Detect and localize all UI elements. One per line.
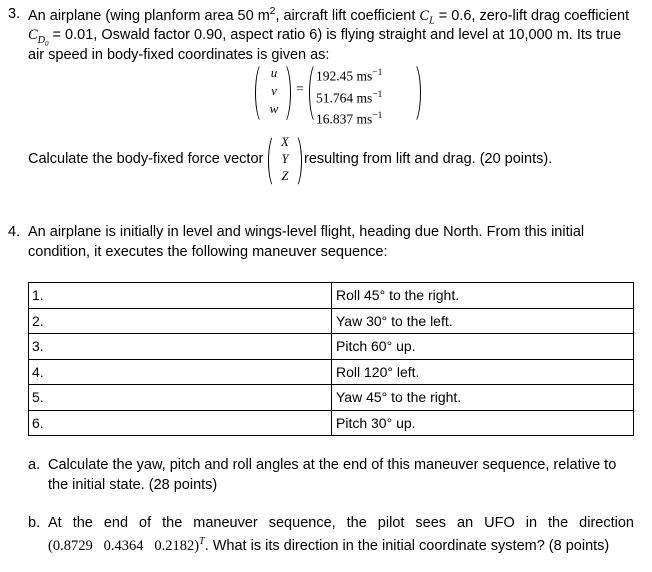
step-number: 2. bbox=[29, 308, 332, 334]
q3-calculate-after: resulting from lift and drag. (20 points). bbox=[304, 151, 553, 167]
table-row bbox=[29, 334, 634, 360]
q4-line2: condition, it executes the following maneuver sequence: bbox=[28, 244, 388, 260]
q3-line1-a: An airplane (wing planform area 50 m bbox=[28, 7, 270, 24]
step-number: 3. bbox=[29, 334, 332, 360]
force-y: Y bbox=[281, 152, 289, 166]
cd-subscript: D0 bbox=[37, 34, 49, 48]
q3-line1-b: , aircraft lift coefficient bbox=[275, 7, 420, 24]
q3-line2 bbox=[28, 27, 621, 48]
table-row bbox=[29, 359, 634, 385]
vector-v: v bbox=[271, 83, 277, 98]
part-a-line2: the initial state. (28 points) bbox=[48, 477, 218, 493]
transpose-symbol: T bbox=[199, 536, 205, 547]
ufo-direction-vector: (0.8729 0.4364 0.2182) bbox=[48, 537, 200, 554]
q3-line1 bbox=[28, 6, 629, 27]
equals-sign: = bbox=[296, 82, 304, 97]
velocity-vector-equation bbox=[255, 60, 425, 126]
step-action: Pitch 60° up. bbox=[332, 334, 634, 360]
part-b-label: b. bbox=[28, 515, 41, 531]
part-a-label: a. bbox=[28, 457, 41, 473]
force-x: X bbox=[281, 135, 289, 149]
part-a-line1: Calculate the yaw, pitch and roll angles at the end of this maneuver sequence, relative to bbox=[48, 457, 617, 473]
part-b-line2 bbox=[48, 536, 609, 555]
step-action: Pitch 30° up. bbox=[332, 410, 634, 436]
q3-line1-c: = 0.6, zero-lift drag coefficient bbox=[434, 7, 630, 24]
q4-number: 4. bbox=[8, 224, 21, 240]
step-action: Roll 45° to the right. bbox=[332, 283, 634, 309]
step-number: 4. bbox=[29, 359, 332, 385]
q3-line3: air speed in body-fixed coordinates is given as: bbox=[28, 47, 330, 63]
vector-value-3: 16.837 $ms^{-1}$ bbox=[316, 111, 383, 127]
q4-line1: An airplane is initially in level and wings-level flight, heading due North. From this initial bbox=[28, 224, 585, 240]
step-number: 1. bbox=[29, 283, 332, 309]
cd-symbol: C bbox=[28, 27, 38, 43]
table-row bbox=[29, 283, 634, 309]
cl-subscript: L bbox=[429, 15, 435, 27]
table-row bbox=[29, 308, 634, 334]
step-number: 6. bbox=[29, 410, 332, 436]
vector-value-1: 192.45 $ms^{-1}$ bbox=[316, 68, 383, 84]
force-vector bbox=[268, 133, 302, 187]
table-row bbox=[29, 385, 634, 411]
maneuver-table bbox=[28, 282, 634, 436]
q3-calculate-before: Calculate the body-fixed force vector bbox=[28, 151, 264, 167]
vector-value-2: 51.764 $ms^{-1}$ bbox=[316, 89, 383, 105]
step-action: Roll 120° left. bbox=[332, 359, 634, 385]
step-action: Yaw 30° to the left. bbox=[332, 308, 634, 334]
q3-line2-rest: = 0.01, Oswald factor 0.90, aspect ratio 6) is flying straight and level at 10,000 m. Its true bbox=[48, 27, 622, 43]
vector-u: u bbox=[270, 65, 278, 80]
cl-symbol: C bbox=[419, 7, 430, 24]
table-row bbox=[29, 410, 634, 436]
q3-number: 3. bbox=[8, 6, 21, 22]
step-action: Yaw 45° to the right. bbox=[332, 385, 634, 411]
part-b-line2-rest: . What is its direction in the initial coordinate system? (8 points) bbox=[204, 537, 610, 554]
step-number: 5. bbox=[29, 385, 332, 411]
force-z: Z bbox=[281, 169, 289, 183]
q3-sup2: 2 bbox=[269, 6, 276, 17]
part-b-line1: At the end of the maneuver sequence, the pilot sees an UFO in the direction bbox=[48, 515, 634, 531]
vector-w: w bbox=[269, 101, 279, 116]
